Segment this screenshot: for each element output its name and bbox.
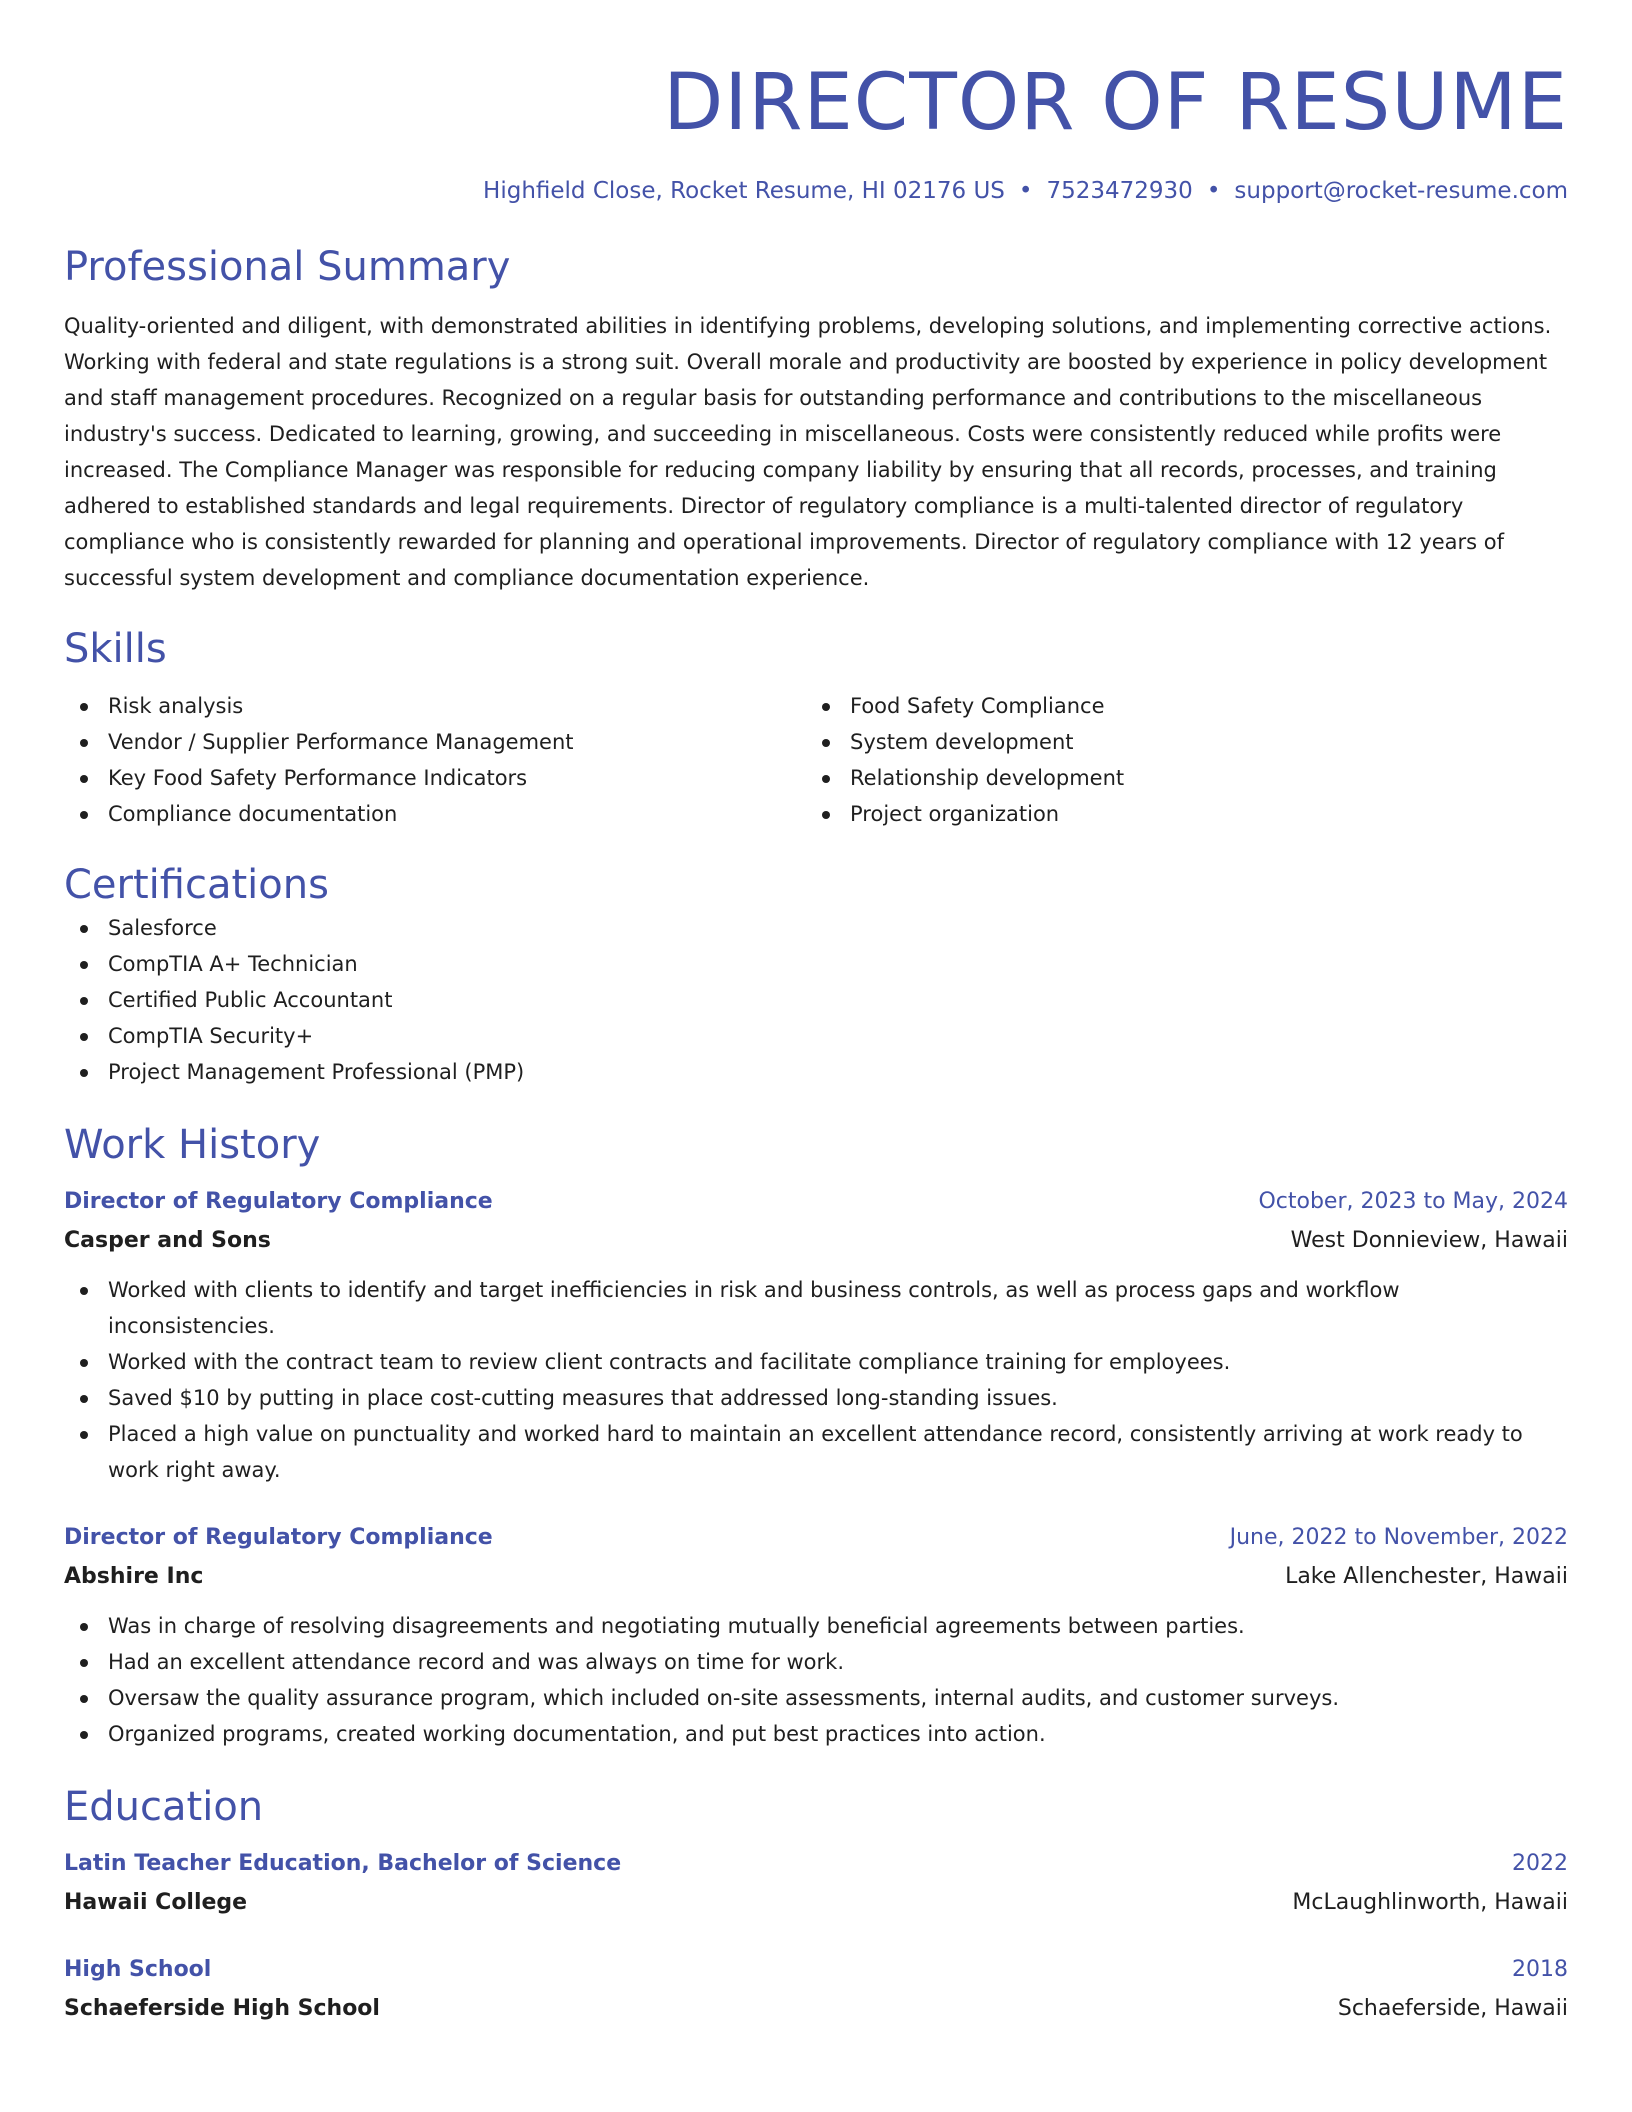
education-location: McLaughlinworth, Hawaii xyxy=(1292,1890,1568,1915)
job-location: Lake Allenchester, Hawaii xyxy=(1285,1564,1568,1589)
skills-list-right xyxy=(806,688,1568,832)
section-title-education: Education xyxy=(64,1784,264,1830)
skill-item: Food Safety Compliance xyxy=(806,688,1568,724)
job-bullet: Organized programs, created working documentation, and put best practices into action. xyxy=(64,1716,1568,1752)
job-employer-row xyxy=(64,1220,1568,1262)
education-school: Schaeferside High School xyxy=(64,1996,380,2021)
job-dates: October, 2023 to May, 2024 xyxy=(1258,1189,1568,1214)
education-school: Hawaii College xyxy=(64,1890,248,1915)
education-school-row xyxy=(64,1882,1568,1924)
skills-list-left xyxy=(64,688,806,832)
skill-item: Risk analysis xyxy=(64,688,806,724)
education-school-row xyxy=(64,1988,1568,2030)
job-bullet: Worked with clients to identify and target inefficiencies in risk and business controls, as well as process gaps and workflow inconsistencies. xyxy=(64,1272,1568,1344)
section-title-skills: Skills xyxy=(64,626,167,672)
job-bullet: Saved $10 by putting in place cost-cutting measures that addressed long-standing issues. xyxy=(64,1380,1568,1416)
certification-item: Project Management Professional (PMP) xyxy=(64,1054,1568,1090)
education-entry xyxy=(64,1846,1568,1924)
education-degree: Latin Teacher Education, Bachelor of Science xyxy=(64,1851,622,1876)
education-degree: High School xyxy=(64,1957,212,1982)
candidate-name: DIRECTOR OF RESUME xyxy=(663,58,1568,148)
education-header-row xyxy=(64,1846,1568,1882)
job-employer: Casper and Sons xyxy=(64,1228,271,1253)
skill-item: Relationship development xyxy=(806,760,1568,796)
certification-item: CompTIA A+ Technician xyxy=(64,946,1568,982)
education-location: Schaeferside, Hawaii xyxy=(1337,1996,1568,2021)
education-entry xyxy=(64,1952,1568,2030)
job-dates: June, 2022 to November, 2022 xyxy=(1229,1525,1568,1550)
contact-separator: • xyxy=(1206,178,1221,204)
job-employer-row xyxy=(64,1556,1568,1598)
contact-phone: 7523472930 xyxy=(1046,178,1193,204)
certification-item: Salesforce xyxy=(64,910,1568,946)
work-history-section xyxy=(64,1120,1568,1752)
skills-grid xyxy=(64,688,1568,832)
contact-separator: • xyxy=(1018,178,1033,204)
education-year: 2018 xyxy=(1512,1957,1568,1982)
section-title-summary: Professional Summary xyxy=(64,244,511,290)
job-entry xyxy=(64,1184,1568,1488)
skill-item: System development xyxy=(806,724,1568,760)
job-title: Director of Regulatory Compliance xyxy=(64,1525,493,1550)
resume-header xyxy=(64,56,1568,204)
job-bullets xyxy=(64,1272,1568,1488)
section-title-certifications: Certifications xyxy=(64,862,329,908)
skill-item: Key Food Safety Performance Indicators xyxy=(64,760,806,796)
job-bullet: Was in charge of resolving disagreements and negotiating mutually beneficial agreements between parties. xyxy=(64,1608,1568,1644)
certifications-section xyxy=(64,860,1568,1090)
education-header-row xyxy=(64,1952,1568,1988)
skill-item: Project organization xyxy=(806,796,1568,832)
skill-item: Vendor / Supplier Performance Management xyxy=(64,724,806,760)
summary-text: Quality-oriented and diligent, with demonstrated abilities in identifying problems, developing solutions, and implementing corrective actions. Working with federal and state regulations is a strong suit. Overall morale and productivity are boosted by experience in policy development and staff management procedures. Recognized on a regular basis for outstanding performance and contributions to the miscellaneous industry's success. Dedicated to learning, growing, and succeeding in miscellaneous. Costs were consistently reduced while profits were increased. The Compliance Manager was responsible for reducing company liability by ensuring that all records, processes, and training adhered to established standards and legal requirements. Director of regulatory compliance is a multi-talented director of regulatory compliance who is consistently rewarded for planning and operational improvements. Director of regulatory compliance with 12 years of successful system development and compliance documentation experience. xyxy=(64,314,1552,590)
job-location: West Donnieview, Hawaii xyxy=(1290,1228,1568,1253)
contact-email: support@rocket-resume.com xyxy=(1234,178,1568,204)
certification-item: CompTIA Security+ xyxy=(64,1018,1568,1054)
education-year: 2022 xyxy=(1512,1851,1568,1876)
certifications-list xyxy=(64,910,1568,1090)
job-bullets xyxy=(64,1608,1568,1752)
job-employer: Abshire Inc xyxy=(64,1564,204,1589)
section-title-work-history: Work History xyxy=(64,1122,321,1168)
job-bullet: Worked with the contract team to review client contracts and facilitate compliance training for employees. xyxy=(64,1344,1568,1380)
job-header-row xyxy=(64,1184,1568,1220)
job-entry xyxy=(64,1520,1568,1752)
job-bullet: Oversaw the quality assurance program, which included on-site assessments, internal audits, and customer surveys. xyxy=(64,1680,1568,1716)
certification-item: Certified Public Accountant xyxy=(64,982,1568,1018)
job-title: Director of Regulatory Compliance xyxy=(64,1189,493,1214)
skill-item: Compliance documentation xyxy=(64,796,806,832)
job-bullet: Had an excellent attendance record and was always on time for work. xyxy=(64,1644,1568,1680)
summary-section xyxy=(64,242,1568,596)
contact-address: Highfield Close, Rocket Resume, HI 02176 US xyxy=(483,178,1005,204)
education-section xyxy=(64,1782,1568,2030)
job-header-row xyxy=(64,1520,1568,1556)
job-bullet: Placed a high value on punctuality and worked hard to maintain an excellent attendance record, consistently arriving at work ready to work right away. xyxy=(64,1416,1568,1488)
contact-line xyxy=(64,178,1568,204)
skills-section xyxy=(64,624,1568,832)
